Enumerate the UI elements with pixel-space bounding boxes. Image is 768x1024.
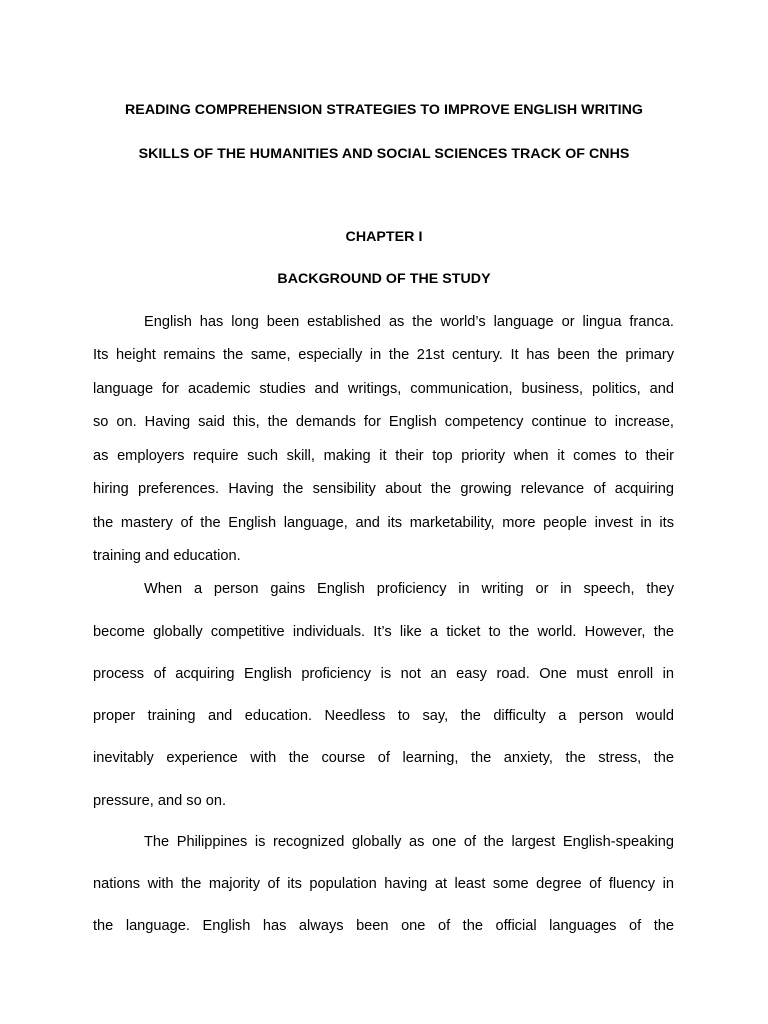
paragraph-2-line: proper training and education. Needless to say, the difficulty a person would [93,708,674,724]
paragraph-3-line: the language. English has always been one of the official languages of the [93,918,674,934]
paragraph-1-line: language for academic studies and writings, communication, business, politics, and [93,381,674,397]
paragraph-1-line: the mastery of the English language, and its marketability, more people invest in its [93,515,674,531]
title-line-2: SKILLS OF THE HUMANITIES AND SOCIAL SCIENCES TRACK OF CNHS [138,146,630,162]
paragraph-3-line: nations with the majority of its population having at least some degree of fluency in [93,876,674,892]
paragraph-2-line: When a person gains English proficiency in writing or in speech, they [144,581,674,597]
section-heading: BACKGROUND OF THE STUDY [277,271,491,287]
paragraph-2-line: process of acquiring English proficiency is not an easy road. One must enroll in [93,666,674,682]
paragraph-1-line: training and education. [93,548,241,564]
paragraph-2-line: inevitably experience with the course of learning, the anxiety, the stress, the [93,750,674,766]
title-line-1: READING COMPREHENSION STRATEGIES TO IMPROVE ENGLISH WRITING [125,102,643,118]
paragraph-1-line: Its height remains the same, especially in the 21st century. It has been the primary [93,347,674,363]
paragraph-3-line: The Philippines is recognized globally as one of the largest English-speaking [144,834,674,850]
paragraph-1-line: hiring preferences. Having the sensibility about the growing relevance of acquiring [93,481,674,497]
paragraph-1-line: as employers require such skill, making it their top priority when it comes to their [93,448,674,464]
chapter-heading: CHAPTER I [345,229,423,245]
paragraph-1-line: so on. Having said this, the demands for English competency continue to increase, [93,414,674,430]
paragraph-2-line: become globally competitive individuals. It’s like a ticket to the world. However, the [93,624,674,640]
paragraph-2-line: pressure, and so on. [93,793,227,809]
paragraph-1-line: English has long been established as the world’s language or lingua franca. [144,314,674,330]
